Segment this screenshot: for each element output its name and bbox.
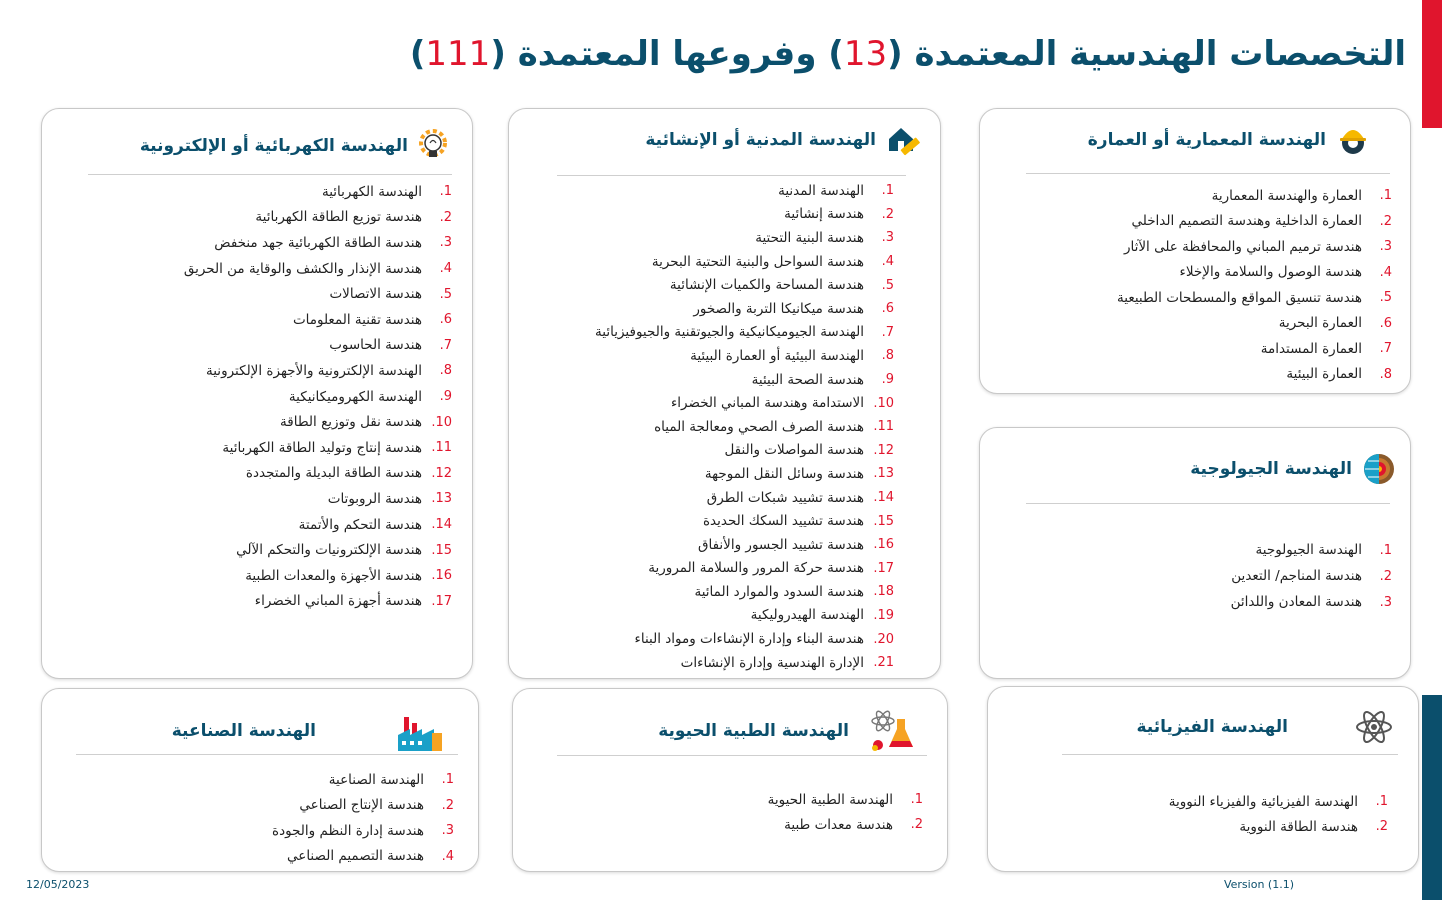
card-title: الهندسة الفيزيائية xyxy=(1136,717,1288,737)
item-number: 17. xyxy=(431,593,452,609)
item-number: 14. xyxy=(431,517,452,533)
item-number: 12. xyxy=(873,442,894,458)
list-item xyxy=(768,812,923,837)
item-label: الهندسة المدنية xyxy=(778,182,864,199)
item-label: الإدارة الهندسية وإدارة الإنشاءات xyxy=(680,654,864,671)
list-item xyxy=(595,368,894,392)
list-item xyxy=(595,439,894,463)
list-item xyxy=(595,627,894,651)
card-physics xyxy=(987,686,1419,872)
divider xyxy=(88,174,452,175)
list xyxy=(595,179,894,674)
item-label: هندسة تشييد الجسور والأنفاق xyxy=(698,536,864,553)
list-item xyxy=(272,767,454,793)
item-label: الاستدامة وهندسة المباني الخضراء xyxy=(670,395,864,412)
card-title: الهندسة الصناعية xyxy=(171,721,316,741)
divider xyxy=(1026,503,1390,504)
item-number: 5. xyxy=(439,286,452,302)
list-item xyxy=(1231,563,1392,589)
card-biomedical xyxy=(512,688,948,872)
item-number: 9. xyxy=(881,372,894,388)
list-item xyxy=(595,273,894,297)
list-item xyxy=(1231,589,1392,615)
item-label: هندسة الأجهزة والمعدات الطبية xyxy=(245,567,422,584)
item-label: هندسة السدود والموارد المائية xyxy=(694,583,864,600)
item-label: الهندسة البيئية أو العمارة البيئية xyxy=(690,347,864,364)
item-label: الهندسة الجيولوجية xyxy=(1255,542,1362,558)
item-label: هندسة إنشائية xyxy=(784,206,864,223)
item-number: 19. xyxy=(873,607,894,623)
list-item xyxy=(1117,311,1392,337)
item-number: 1. xyxy=(910,792,923,807)
list xyxy=(1231,537,1392,615)
item-label: هندسة ترميم المباني والمحافظة على الآثار xyxy=(1123,238,1362,255)
list-item xyxy=(184,461,452,487)
list-item xyxy=(184,333,452,359)
teal-accent-bar xyxy=(1422,695,1442,900)
list-item xyxy=(595,203,894,227)
item-number: 6. xyxy=(1379,315,1392,331)
item-label: هندسة تشييد شبكات الطرق xyxy=(706,489,864,506)
list-item xyxy=(184,409,452,435)
list-item xyxy=(595,321,894,345)
list-item xyxy=(184,563,452,589)
list-item xyxy=(1117,362,1392,388)
list-item xyxy=(184,384,452,410)
item-label: العمارة البيئية xyxy=(1286,366,1362,383)
item-label: هندسة الطاقة النووية xyxy=(1239,818,1358,835)
item-label: هندسة توزيع الطاقة الكهربائية xyxy=(255,209,422,226)
item-label: هندسة المساحة والكميات الإنشائية xyxy=(669,277,864,294)
card-title: الهندسة الكهربائية أو الإلكترونية xyxy=(139,136,408,156)
list-item xyxy=(184,486,452,512)
item-label: هندسة التصميم الصناعي xyxy=(287,848,424,865)
item-number: 7. xyxy=(881,324,894,340)
item-label: هندسة الحاسوب xyxy=(329,337,422,354)
item-label: هندسة الإنذار والكشف والوقاية من الحريق xyxy=(183,260,422,277)
list-item xyxy=(595,226,894,250)
list-item xyxy=(184,230,452,256)
item-number: 2. xyxy=(881,206,894,222)
item-number: 12. xyxy=(431,465,452,481)
card-geology xyxy=(979,427,1411,679)
list-item xyxy=(595,179,894,203)
item-label: هندسة الصحة البيئية xyxy=(751,371,864,388)
item-label: هندسة معدات طبية xyxy=(784,816,893,833)
item-number: 18. xyxy=(873,584,894,600)
item-number: 20. xyxy=(873,631,894,647)
item-label: هندسة إدارة النظم والجودة xyxy=(272,822,424,839)
card-title: الهندسة الجيولوجية xyxy=(1190,459,1352,479)
item-number: 17. xyxy=(873,560,894,576)
item-number: 3. xyxy=(441,823,454,839)
page-title: التخصصات الهندسية المعتمدة (13) وفروعها المعتمدة (111) xyxy=(409,34,1406,74)
specialties-count: 13 xyxy=(843,34,888,74)
card-title: الهندسة المعمارية أو العمارة xyxy=(1087,130,1326,150)
item-label: هندسة إنتاج وتوليد الطاقة الكهربائية xyxy=(222,439,422,456)
item-number: 16. xyxy=(431,568,452,584)
item-label: العمارة البحرية xyxy=(1278,315,1362,332)
item-number: 7. xyxy=(1379,341,1392,357)
item-number: 15. xyxy=(431,542,452,558)
list-item xyxy=(184,537,452,563)
list-item xyxy=(1169,789,1388,814)
item-number: 8. xyxy=(1379,366,1392,382)
list xyxy=(1169,789,1388,839)
item-number: 2. xyxy=(439,209,452,225)
item-number: 8. xyxy=(881,348,894,364)
list xyxy=(768,787,923,837)
footer-date: 12/05/2023 xyxy=(26,878,90,891)
item-number: 11. xyxy=(431,440,452,456)
item-number: 14. xyxy=(873,490,894,506)
list xyxy=(1117,183,1392,387)
list-item xyxy=(595,391,894,415)
item-number: 2. xyxy=(1379,213,1392,229)
item-label: العمارة الداخلية وهندسة التصميم الداخلي xyxy=(1131,213,1362,230)
house-ruler-icon xyxy=(886,123,920,157)
engineer-helmet-gear-icon xyxy=(1336,123,1370,157)
item-label: هندسة الاتصالات xyxy=(329,286,422,303)
list-item xyxy=(595,533,894,557)
item-label: هندسة نقل وتوزيع الطاقة xyxy=(280,414,422,431)
item-label: هندسة البنية التحتية xyxy=(755,229,864,246)
item-number: 13. xyxy=(431,491,452,507)
item-label: هندسة البناء وإدارة الإنشاءات ومواد البناء xyxy=(634,631,864,648)
item-label: الهندسة الكهربائية xyxy=(321,183,422,200)
item-label: الهندسة الطبية الحيوية xyxy=(767,791,893,808)
item-number: 4. xyxy=(441,848,454,864)
item-label: الهندسة الفيزيائية والفيزياء النووية xyxy=(1168,793,1358,810)
item-number: 15. xyxy=(873,513,894,529)
item-label: هندسة تشييد السكك الحديدة xyxy=(702,513,864,530)
item-number: 1. xyxy=(441,772,454,788)
item-label: هندسة أجهزة المباني الخضراء xyxy=(254,593,422,610)
item-label: هندسة ميكانيكا التربة والصخور xyxy=(693,300,864,317)
item-number: 16. xyxy=(873,537,894,553)
card-industrial xyxy=(41,688,479,872)
item-label: هندسة السواحل والبنية التحتية البحرية xyxy=(651,253,864,270)
item-number: 2. xyxy=(1379,568,1392,584)
list-item xyxy=(184,435,452,461)
item-number: 11. xyxy=(873,419,894,435)
item-number: 2. xyxy=(441,797,454,813)
list-item xyxy=(184,512,452,538)
list-item xyxy=(1117,234,1392,260)
item-number: 4. xyxy=(1379,264,1392,280)
item-label: الهندسة الكهروميكانيكية xyxy=(288,388,422,405)
item-number: 2. xyxy=(1375,819,1388,834)
item-label: هندسة الوصول والسلامة والإخلاء xyxy=(1179,264,1362,281)
list-item xyxy=(595,344,894,368)
item-label: هندسة التحكم والأتمتة xyxy=(298,516,422,533)
item-label: الهندسة الصناعية xyxy=(328,771,424,788)
divider xyxy=(1062,754,1398,755)
list-item xyxy=(272,793,454,819)
item-label: الهندسة الإلكترونية والأجهزة الإلكترونية xyxy=(206,362,422,379)
item-number: 5. xyxy=(1379,290,1392,306)
item-number: 3. xyxy=(1379,594,1392,610)
item-number: 3. xyxy=(1379,239,1392,255)
list-item xyxy=(1117,209,1392,235)
divider xyxy=(1026,173,1390,174)
item-number: 1. xyxy=(881,183,894,199)
item-label: هندسة الإلكترونيات والتحكم الآلي xyxy=(236,542,422,559)
factory-icon xyxy=(396,709,444,753)
red-accent-bar xyxy=(1422,0,1442,128)
branches-count: 111 xyxy=(425,34,491,74)
item-label: العمارة المستدامة xyxy=(1260,340,1362,357)
list-item xyxy=(768,787,923,812)
list-item xyxy=(595,462,894,486)
footer-version: Version (1.1) xyxy=(1223,878,1294,891)
list xyxy=(184,179,452,614)
list-item xyxy=(595,580,894,604)
list-item xyxy=(595,604,894,628)
list-item xyxy=(1231,537,1392,563)
item-label: الهندسة الجيوميكانيكية والجيوتقنية والجيوفيزيائية xyxy=(595,324,864,341)
list-item xyxy=(184,179,452,205)
card-electrical xyxy=(41,108,473,679)
item-label: الهندسة الهيدروليكية xyxy=(750,607,864,624)
list-item xyxy=(184,358,452,384)
list-item xyxy=(1117,260,1392,286)
lightbulb-gear-icon xyxy=(418,129,452,163)
list-item xyxy=(272,818,454,844)
item-label: هندسة المناجم/ التعدين xyxy=(1231,568,1362,584)
list-item xyxy=(1117,285,1392,311)
card-title: الهندسة المدنية أو الإنشائية xyxy=(645,130,876,150)
list-item xyxy=(184,281,452,307)
item-number: 8. xyxy=(439,363,452,379)
divider xyxy=(557,175,906,176)
list-item xyxy=(595,557,894,581)
item-number: 4. xyxy=(439,261,452,277)
globe-layers-icon xyxy=(1362,452,1396,486)
item-number: 10. xyxy=(431,414,452,430)
divider xyxy=(557,755,927,756)
list-item xyxy=(1117,183,1392,209)
item-number: 3. xyxy=(881,230,894,246)
item-number: 5. xyxy=(881,277,894,293)
list-item xyxy=(595,415,894,439)
item-label: هندسة المواصلات والنقل xyxy=(724,442,864,459)
item-number: 10. xyxy=(873,395,894,411)
item-label: هندسة الصرف الصحي ومعالجة المياه xyxy=(654,418,864,435)
item-number: 9. xyxy=(439,389,452,405)
list xyxy=(272,767,454,869)
item-number: 6. xyxy=(881,301,894,317)
item-number: 3. xyxy=(439,235,452,251)
list-item xyxy=(272,844,454,870)
item-number: 1. xyxy=(1379,542,1392,558)
card-civil xyxy=(508,108,941,679)
list-item xyxy=(595,486,894,510)
item-label: هندسة تنسيق المواقع والمسطحات الطبيعية xyxy=(1117,289,1362,306)
item-number: 1. xyxy=(439,184,452,200)
list-item xyxy=(184,205,452,231)
item-number: 6. xyxy=(439,312,452,328)
divider xyxy=(76,754,458,755)
list-item xyxy=(595,651,894,675)
item-label: هندسة تقنية المعلومات xyxy=(292,311,422,328)
item-number: 13. xyxy=(873,466,894,482)
list-item xyxy=(595,297,894,321)
item-label: هندسة الطاقة البديلة والمتجددة xyxy=(245,465,422,482)
lab-flask-atom-icon xyxy=(869,709,917,753)
card-title: الهندسة الطبية الحيوية xyxy=(658,721,849,741)
list-item xyxy=(595,509,894,533)
item-label: هندسة وسائل النقل الموجهة xyxy=(704,465,864,482)
item-number: 4. xyxy=(881,254,894,270)
atom-icon xyxy=(1354,707,1394,747)
list-item xyxy=(184,256,452,282)
list-item xyxy=(1117,336,1392,362)
list-item xyxy=(184,589,452,615)
item-label: هندسة الطاقة الكهربائية جهد منخفض xyxy=(214,234,422,251)
item-label: العمارة والهندسة المعمارية xyxy=(1211,187,1362,204)
list-item xyxy=(595,250,894,274)
item-number: 2. xyxy=(910,817,923,832)
item-number: 1. xyxy=(1379,188,1392,204)
item-label: هندسة الإنتاج الصناعي xyxy=(299,797,424,814)
item-number: 21. xyxy=(873,655,894,671)
item-label: هندسة الروبوتات xyxy=(327,490,422,507)
item-number: 7. xyxy=(439,337,452,353)
item-label: هندسة حركة المرور والسلامة المرورية xyxy=(648,560,864,577)
card-architecture xyxy=(979,108,1411,394)
item-label: هندسة المعادن واللدائن xyxy=(1230,594,1362,610)
list-item xyxy=(1169,814,1388,839)
list-item xyxy=(184,307,452,333)
item-number: 1. xyxy=(1375,794,1388,809)
